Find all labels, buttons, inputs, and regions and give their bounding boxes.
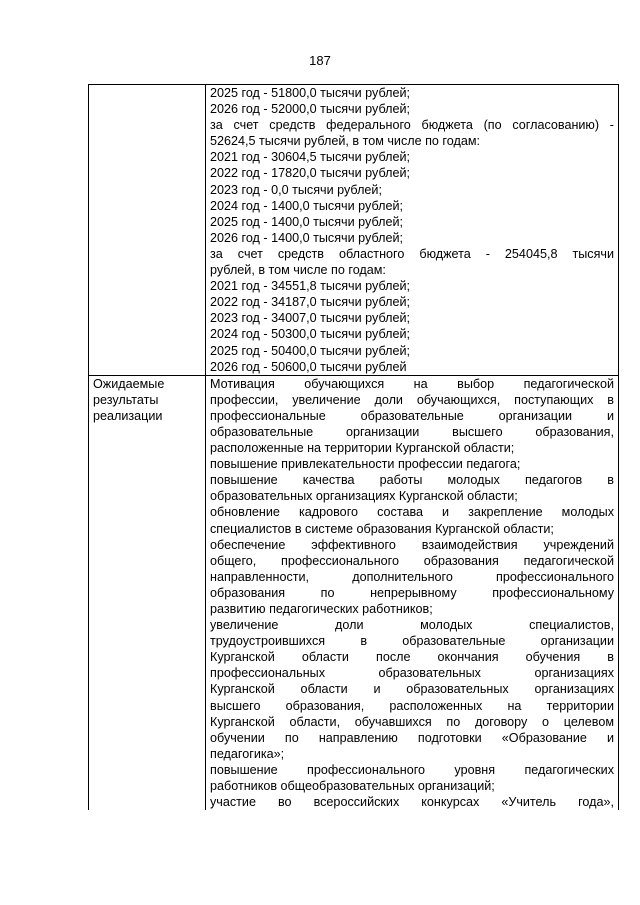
passport-table (88, 84, 619, 810)
text-line: образовательные организации высшего образования, (210, 424, 614, 439)
text-line: Курганской области, обучавшихся по договору о целевом (210, 714, 614, 729)
text-line: участие во всероссийских конкурсах «Учитель года», (210, 795, 614, 810)
text-line: 2025 год - 51800,0 тысячи рублей; (210, 86, 410, 100)
text-line: образовательных организациях Курганской области; (210, 489, 518, 504)
text-line: 2021 год - 30604,5 тысячи рублей; (210, 150, 410, 165)
text-line: расположенные на территории Курганской области; (210, 441, 515, 456)
text-line: 2026 год - 1400,0 тысячи рублей; (210, 230, 403, 245)
row-label-cell (89, 375, 206, 810)
row-label-line: реализации (93, 408, 163, 423)
text-line: повышение качества работы молодых педагогов в (210, 473, 614, 488)
text-line: за счет средств областного бюджета - 254045,8 тысячи (210, 246, 614, 261)
text-line: 2021 год - 34551,8 тысячи рублей; (210, 279, 410, 294)
text-line: образования по непрерывному профессиональному (210, 585, 614, 600)
text-line: профессиональных образовательных организациях (210, 666, 614, 681)
text-line: 2025 год - 1400,0 тысячи рублей; (210, 214, 403, 229)
text-line: 52624,5 тысячи рублей, в том числе по годам: (210, 134, 480, 149)
text-line: направленности, дополнительного профессионального (210, 569, 614, 584)
text-line: 2024 год - 1400,0 тысячи рублей; (210, 198, 403, 213)
text-line: увеличение доли молодых специалистов, (210, 618, 614, 633)
text-line: 2025 год - 50400,0 тысячи рублей; (210, 343, 410, 358)
financing-text-cell (206, 85, 619, 376)
text-line: специалистов в системе образования Курганской области; (210, 521, 554, 536)
row-label-line: Ожидаемые (93, 376, 165, 391)
text-line: 2026 год - 52000,0 тысячи рублей; (210, 102, 410, 117)
text-line: высшего образования, расположенных на территории (210, 698, 614, 713)
text-line: Мотивация обучающихся на выбор педагогической (210, 376, 614, 391)
text-line: педагогика»; (210, 746, 285, 761)
text-line: 2024 год - 50300,0 тысячи рублей; (210, 327, 410, 342)
text-line: обновление кадрового состава и закрепление молодых (210, 505, 614, 520)
text-line: профессиональные образовательные организации и (210, 408, 614, 423)
text-line: рублей, в том числе по годам: (210, 263, 386, 278)
text-line: 2022 год - 17820,0 тысячи рублей; (210, 166, 410, 181)
text-line: работников общеобразовательных организаций; (210, 779, 495, 794)
results-text-cell (206, 375, 619, 810)
table-row-financing (89, 85, 619, 376)
text-line: Курганской области после окончания обучения в (210, 650, 614, 665)
row-label-cell (89, 85, 206, 376)
row-label-line: результаты (93, 392, 159, 407)
text-line: 2023 год - 34007,0 тысячи рублей; (210, 311, 410, 326)
text-line: обучении по направлению подготовки «Образование и (210, 730, 614, 745)
text-line: 2026 год - 50600,0 тысячи рублей (210, 359, 407, 374)
text-line: общего, профессионального образования педагогической (210, 553, 614, 568)
text-line: повышение профессионального уровня педагогических (210, 762, 614, 777)
text-line: Курганской области и образовательных организациях (210, 682, 614, 697)
text-line: 2022 год - 34187,0 тысячи рублей; (210, 295, 410, 310)
text-line: обеспечение эффективного взаимодействия учреждений (210, 537, 614, 552)
text-line: развитию педагогических работников; (210, 602, 433, 616)
table-row-expected-results (89, 375, 619, 810)
page-number: 187 (309, 53, 331, 68)
text-line: за счет средств федерального бюджета (по согласованию) - (210, 118, 614, 133)
text-line: трудоустроившихся в образовательные организации (210, 634, 614, 649)
text-line: 2023 год - 0,0 тысячи рублей; (210, 182, 382, 197)
text-line: профессии, увеличение доли обучающихся, поступающих в (210, 392, 614, 407)
text-line: повышение привлекательности профессии педагога; (210, 457, 521, 472)
